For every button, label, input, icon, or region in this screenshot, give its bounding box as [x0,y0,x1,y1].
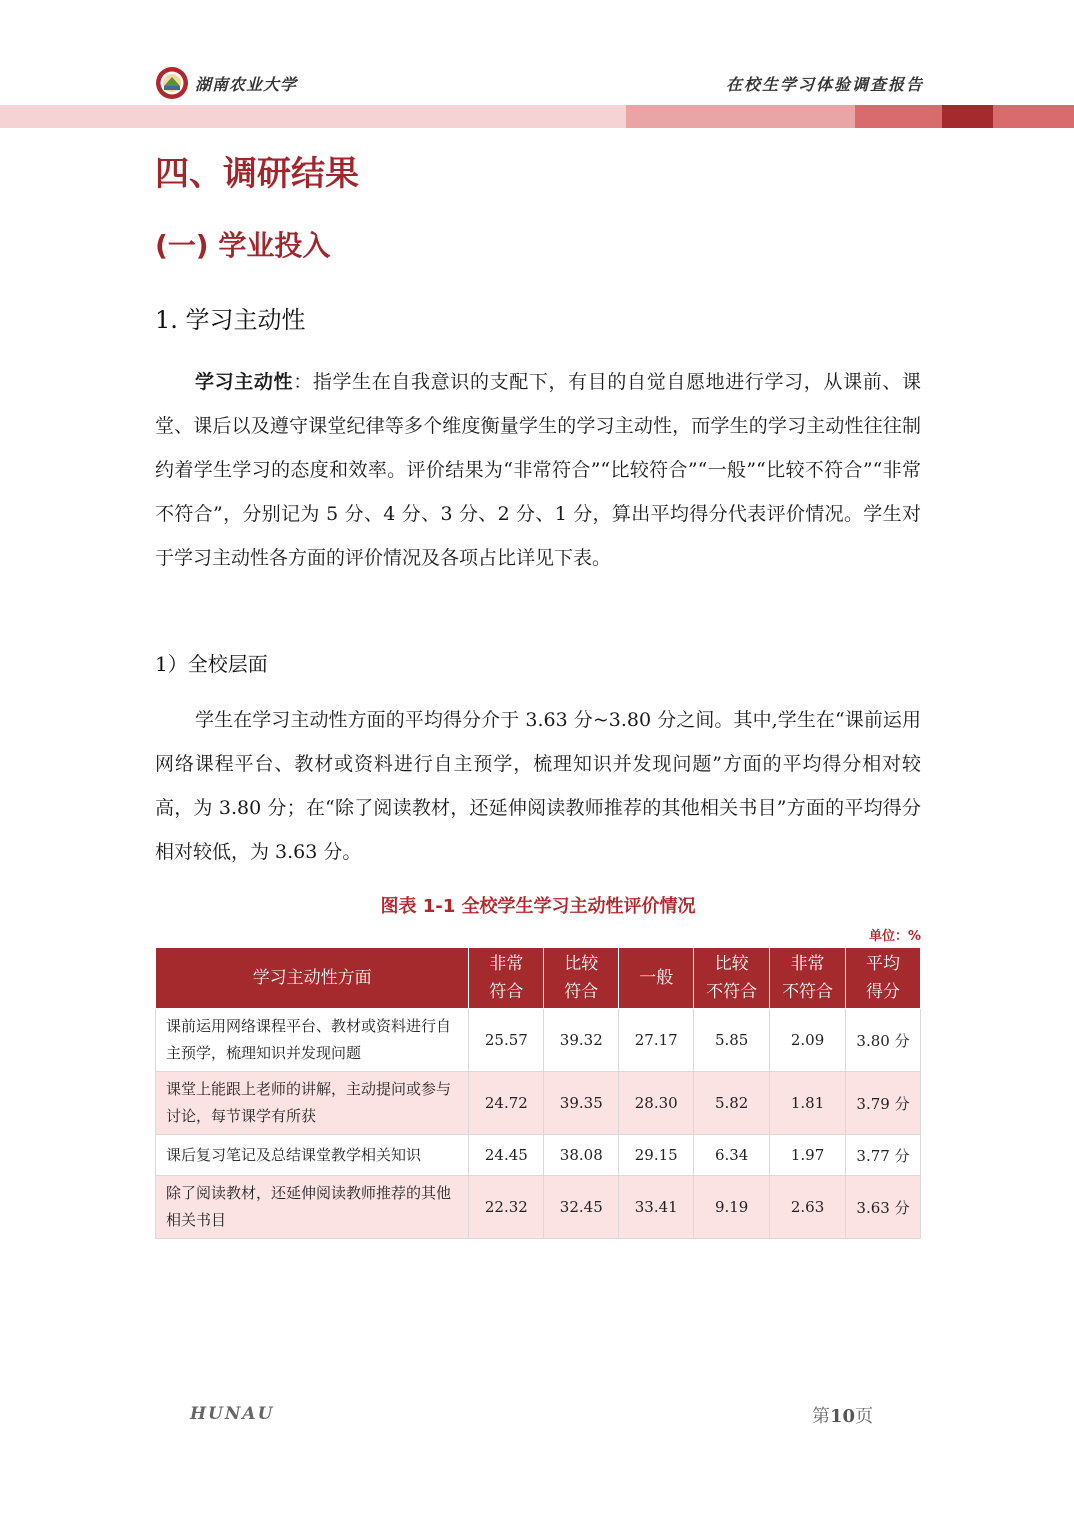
column-header: 非常 符合 [469,948,544,1009]
page-header [0,0,1074,130]
table-row [156,1176,921,1239]
header-band [855,105,942,128]
table-cell: 3.79 分 [846,1072,921,1135]
table-cell: 3.63 分 [846,1176,921,1239]
table-cell: 5.82 [694,1072,770,1135]
table-cell: 9.19 [694,1176,770,1239]
level-heading: 1）全校层面 [155,652,268,676]
footer-brand: HUNAU [190,1404,275,1424]
table-cell: 22.32 [469,1176,544,1239]
table-cell: 6.34 [694,1135,770,1176]
header-band [993,105,1074,128]
table-cell: 27.17 [619,1009,694,1072]
column-header: 学习主动性方面 [156,948,469,1009]
page-prefix: 第 [812,1406,830,1427]
table-cell: 28.30 [619,1072,694,1135]
column-header: 比较 符合 [544,948,619,1009]
table-row [156,1072,921,1135]
table-cell-aspect: 课前运用网络课程平台、教材或资料进行自主预学，梳理知识并发现问题 [156,1009,469,1072]
page-suffix: 页 [855,1406,874,1427]
report-title: 在校生学习体验调查报告 [725,75,924,94]
table-cell: 39.35 [544,1072,619,1135]
paragraph-lead-term: 学习主动性 [195,371,294,393]
table-cell: 2.09 [770,1009,846,1072]
table-unit: 单位：% [868,929,921,944]
section-heading: 四、调研结果 [155,154,359,194]
table-header-row [156,948,921,1009]
table-cell: 25.57 [469,1009,544,1072]
table-cell: 5.85 [694,1009,770,1072]
column-header: 非常 不符合 [770,948,846,1009]
table-cell: 33.41 [619,1176,694,1239]
paragraph-body: ：指学生在自我意识的支配下，有目的自觉自愿地进行学习，从课前、课堂、课后以及遵守课堂纪律等多个维度衡量学生的学习主动性，而学生的学习主动性往往制约着学生学习的态度和效率。评价结果为“非常符合”“比较符合”“一般”“比较不符合”“非常不符合”，分别记为 5 分、4 分、3 分、2 分、1 分，算出平均得分代表评价情况。学生对于学习主动性各方面的评价情况及各项占比详见下表。 [155,371,921,569]
table-cell-aspect: 课后复习笔记及总结课堂教学相关知识 [156,1135,469,1176]
header-band [0,105,626,128]
column-header: 平均 得分 [846,948,921,1009]
table-cell: 2.63 [770,1176,846,1239]
subsection-heading: (一) 学业投入 [155,229,331,262]
table-cell: 1.97 [770,1135,846,1176]
table-cell: 39.32 [544,1009,619,1072]
header-band [626,105,855,128]
page-number [812,1402,873,1428]
column-header: 一般 [619,948,694,1009]
item-heading: 1. 学习主动性 [155,306,306,334]
table-row [156,1135,921,1176]
university-name: 湖南农业大学 [195,75,298,94]
table-cell: 3.77 分 [846,1135,921,1176]
table-title: 图表 1-1 全校学生学习主动性评价情况 [380,896,696,917]
university-logo-icon [155,66,189,100]
column-header: 比较 不符合 [694,948,770,1009]
table-cell: 29.15 [619,1135,694,1176]
summary-paragraph: 学生在学习主动性方面的平均得分介于 3.63 分~3.80 分之间。其中,学生在“课前运用网络课程平台、教材或资料进行自主预学，梳理知识并发现问题”方面的平均得分相对较高，为 3.80 分；在“除了阅读教材，还延伸阅读教师推荐的其他相关书目”方面的平均得分相对较低，为 3.63 分。 [155,709,921,863]
table-cell: 24.72 [469,1072,544,1135]
table-cell: 38.08 [544,1135,619,1176]
table-cell: 24.45 [469,1135,544,1176]
intro-paragraph [155,360,921,580]
table-cell-aspect: 课堂上能跟上老师的讲解，主动提问或参与讨论，每节课学有所获 [156,1072,469,1135]
header-band [942,105,993,128]
table-cell-aspect: 除了阅读教材，还延伸阅读教师推荐的其他相关书目 [156,1176,469,1239]
table-row [156,1009,921,1072]
page-number-value: 10 [830,1406,856,1427]
table-cell: 1.81 [770,1072,846,1135]
data-table [155,947,921,1239]
table-cell: 32.45 [544,1176,619,1239]
table-cell: 3.80 分 [846,1009,921,1072]
